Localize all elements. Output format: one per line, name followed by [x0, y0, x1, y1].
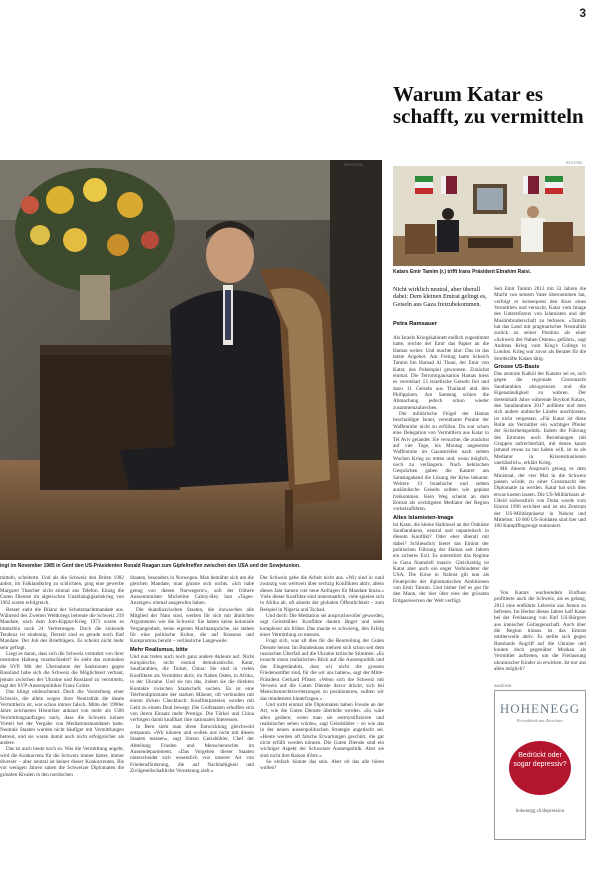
paragraph: Das klingt einleuchtend. Doch die Vorstellung einer Schweiz, die allein wegen ihrer Neutralität die ideale Vermittlerin ist, war schon immer falsch. Mitte der 1990er Jahre zeichneten Historiker anhand von mehr als 1500 Vermittlungsanfragen nach, dass die Schweiz keinen Vorteil bei der Vergabe von Mediationsmandaten hatte. Neutrale Staaten wurden nicht häufiger mit Vermittlungen betreut, und sie waren damit auch nicht erfolgreicher als andere. [0, 689, 124, 746]
subheading: Altes Islamisten-Image [393, 514, 454, 521]
main-photo-caption: ingt im November 1985 in Genf den US-Präsidenten Ronald Reagan zum Gipfeltreffen zwischen den USA und der Sowjetunion. [0, 563, 301, 569]
paragraph: Und nun treten auch noch ganz andere Akteure auf. Nicht europäische, nicht einmal demokratische. Katar, Saudiarabien, die Türkei, China: Sie sind in vielen Konflikten als Vermittler aktiv, im Nahen Osten, in Afrika, in der Ukraine. Und sie tun das, indem sie die direkten Kontakte zwischen Staatschefs suchen. Es ist eine Telefondiplomatie der starken Männer, oft verbunden mit einem dicken Checkbuch: Konfliktparteien werden mit Geld zu einem Deal bewegt. Die Golfstaaten erhoffen sich von ihrem Einsatz mehr Prestige. Die Türkei und China verfolgen damit knallhart ihre nationalen Interessen. [130, 653, 254, 724]
side-photo-credit: REUTERS [566, 161, 583, 165]
paragraph: Das zentrale Kalkül der Katarer sei es, sich gegen die regionale Grossmacht Saudiarabien abzugrenzen und die Eigenständigkeit zu wahren. Der dreieinhalb Jahre währende Boykott Katars, den Saudiarabien 2017 anführte und dem sich andere arabische Länder anschlossen, ist nicht vergessen. «Für Katar ist diese Rolle als Vermittler ein wichtiger Pfeiler der Sicherheitspolitik. Indem die Führung des Emirates auch Beziehungen mit Gruppen aufrechterhält, mit denen kaum jemand etwas zu tun haben will, ist es als Mediator in Krisensituationen unerlässlich», erklärt Krieg. [494, 371, 586, 466]
ad-label: ANZEIGE [494, 683, 512, 688]
article-lead: Nicht wirklich neutral, aber überall dabei: Dem kleinen Emirat gelingt es, Geiseln aus Gaza freizubekommen. [393, 286, 487, 308]
advertisement[interactable] [494, 690, 586, 840]
paragraph: In Bern sieht man diese Entwicklung gleichwohl entspannt. «Wir können und wollen uns nicht mit diesen Staaten messen», sagt Simon Geissbühler, Chef der Abteilung Frieden und Menschenrechte im Aussendepartement. «Das Vorgehen dieser Staaten unterscheidet sich wesentlich von unserer Art von Friedensförderung, die auf Nachhaltigkeit und Zivilgesellschaftliche Vernetzung zielt.» [130, 723, 254, 774]
paragraph: Besser sieht die Bilanz der Schutzmachtmandate aus. Während des Zweiten Weltkriegs betreute die Schweiz 219 Mandate, nach dem Jom-Kippur-Krieg 1973 waren es immerhin noch 24 Vertretungen. Doch die sinkende Tendenz ist eindeutig. Derzeit sind es gerade noch fünf Mandate. Der Job des Briefträgers. Es scheint nicht mehr sehr gefragt. [0, 606, 124, 651]
paragraph: Fragt sich, was all dies für die Beurteilung der Guten Dienste heisst. Im Bundeshaus mehren sich schon seit dem russischen Überfall auf die Ukraine kritische Stimmen. «Es braucht einen realistischen Blick auf die Aussenpolitik und das Eingeständnis, dass wir nicht die grossen Friedensstifter sind, für die wir uns halten», sagt der Mitte-Präsident Gerhard Pfister. «Wenn sich die Schweiz mit Verweis auf die Guten Dienste davor drückt, sich bei Menschenrechtsverletzungen zu positionieren, sollten wir das mindestens hinterfragen.» [260, 638, 384, 702]
article-author: Petra Ramsauer [393, 321, 438, 327]
katar-column-2 [494, 286, 586, 588]
katar-column-2-continued [494, 590, 586, 680]
paragraph: Von Katars wachsendem Einfluss profitierte auch die Schweiz, als es gelang, 2013 eine entführte Lehrerin aus Jemen zu befreien. Im Herbst dieses Jahres half Katar bei der Freilassung von fünf US-Bürgern aus iranischer Gefangenschaft. Auch über die Region hinaus ist das Emirat mittlerweile aktiv. Es stellte sich gegen Russlands Angriff auf die Ukraine und konnte doch gegenüber Moskau als Vermittler auftreten, um die Freilassung ukrainischer Kinder zu erwirken. Ist nur aus allen möglich? [494, 590, 586, 673]
swiss-column-3 [260, 575, 384, 872]
katar-column-1 [393, 335, 489, 872]
paragraph: Mit diesem Anspruch gelang es dem Ministaat, der vier Mal in die Schweiz passen würde, zu einer Grossmacht der Diplomatie zu werden. Katar hat sich dies etwas kosten lassen. Die US-Militärbasis al-Udeid südwestlich von Doha wurde vom Emirat 1996 errichtet und ist ein Zentrum der US-Militärpräsenz in Nahost und Mittelost. 10 000 US-Soldaten sind hier und 100 Kampfflugzeuge stationiert. [494, 466, 586, 530]
paragraph: Der militärische Flügel der Hamas beschuldigte Israel, vereinbarte Punkte der Waffenruhe nicht zu erfüllen. Da war schon eine Delegation von Vermittlern aus Katar in Tel Aviv gelandet. Sie versuchte, die zunächst auf vier Tage, bis Montag angesetzte Waffenruhe im Gazastreifen nach sieben Wochen Krieg zu retten und, wenn möglich, noch zu verlängern. Nach hektischen Gesprächen gaben die Katarer am Samstagabend die Lösung der Krise bekannt. Weitere 13 Israelische und sieben ausländische Geiseln sollten wie geplant freikommen. Kein Weg scheint an dem Emirat als wichtigsten Mediator der Region vorbeizuführen. [393, 411, 489, 513]
ad-tagline: Privatklinik am Zürichsee [516, 718, 564, 723]
main-photo-credit: KEYSTONE [344, 163, 363, 167]
paragraph: Die skandinavischen Staaten, die inzwischen alle Mitglied der Nato sind, werben für sich mit ähnlichen Argumenten wie die Schweiz: Sie haben keine koloniale Vergangenheit, keine eigenen Machtansprüche, sie stehen für eine politische Kultur, die auf Konsens und Kompromiss beruht – verlässliche Langeweile. [130, 606, 254, 645]
main-photo-image [0, 160, 382, 560]
subheading: Mehr Realismus, bitte [130, 646, 188, 653]
article-headline: Warum Katar es schafft, zu vermitteln [393, 82, 584, 128]
paragraph: So einfach könnte das sein. Aber ob das alle hören wollen? [260, 758, 384, 772]
paragraph: Staaten, besonders in Norwegen. Man bemühte sich um die gleichen Mandate, man gönnte sich nichts. «Ich habe genug von diesen Norwegern!», soll der frühere Aussenminister Micheline Calmy-Rey laut «Tages-Anzeiger» einmal ausgerufen haben. [130, 575, 254, 607]
paragraph: Ist Katar, die kleine Halbinsel an der Ostküste Saudiarabiens, neutral und unparteiisch in diesem Konflikt? Oder eher überall mit dabei? Schliesslich bietet das Emirat der politischen Führung der Hamas seit Jahren ein sicheres Exil. Es unterstützt das Regime in Gaza finanziell massiv. Gleichzeitig ist Katar aber auch ein enger Verbündeter der USA. Die Krise in Nahost gilt nun als Feuerprobe der diplomatischen Ambitionen von Emir Tamim. Und bisher lief es gut für den Mann, der hier über eine der grössten Erdgasreserven der Welt verfügt. [393, 521, 489, 604]
side-photo [393, 166, 585, 266]
page-number: 3 [579, 6, 586, 20]
paragraph: mitteln, scheiterte. Und als die Schweiz den Briten 1982 anbot, im Falklandkrieg zu schlichten, ging eine gewerbe Margaret Thatcher nicht einmal ans Telefon. Einzig die Guten Dienste im algerischen Unabhängigkeitskrieg von 1962 waren erfolgreich. [0, 575, 124, 607]
ad-bubble: Bedrückt oder sogar depressiv? [509, 741, 571, 795]
paragraph: Und nicht einmal alle Diplomaten haben Freude an der Art, wie die Guten Dienste überhöht werden. «Es wäre allen gedient, wenn man sie entmystifizieren und realistischer sehen würde», sagt Geissbühler – so wie das in der neuen aussenpolitischen Strategie angedacht sei. «Heute werden oft falsche Erwartungen geschürt, die gar nicht erfüllt werden können. Die Guten Dienste sind ein wichtiger Aspekt der Schweizer Aussenpolitik. Aber sie sind nicht ihre Raison d'être.» [260, 701, 384, 759]
side-photo-caption: Katars Emir Tamim (r.) trifft Irans Präsident Ebrahim Raisi. [393, 269, 532, 275]
swiss-column-2 [130, 575, 254, 872]
paragraph: Das ist auch heute noch so. Was die Vermittlung angeht, wird die Konkurrenz für die Schweiz immer härter, immer diverser – aber neutral ist keiner dieser Konkurrenten. Bis vor wenigen Jahren sahen die Schweizer Diplomaten die grössten Rivalen in den nordischen [0, 746, 124, 778]
side-photo-image [393, 166, 585, 266]
paragraph: Der Schweiz gehe die Arbeit nicht aus. «Wir sind in rund zwanzig von weltweit über sechzig Konflikten aktiv, allein dieses Jahr kamen vier neue Anfragen für Mandate hinzu.» Viele dieser Konflikte sind innerstaatlich, viele spielen sich in Afrika ab, oft abseits der globalen Öffentlichkeit – zum Beispiel in Nigeria und Tschad. [260, 575, 384, 613]
swiss-column-1 [0, 575, 124, 872]
ad-url[interactable]: hohenegg.ch/depression [515, 809, 565, 814]
paragraph: Und doch: Die Mediation sei anspruchsvoller geworden, sagt Geissbühler. Konflikte dauern länger und seien komplexer als früher. Das mache es schwierig, den Erfolg einer Vermittlung zu messen. [260, 613, 384, 639]
subheading: Grosse US-Basis [494, 364, 540, 371]
ad-brand: HOHENEGG [499, 701, 581, 716]
paragraph: Als Israels Kriegskabinett endlich zugestimmt hatte, reichte der Emir das Papier an die Hamas weiter. Und machte klar: Das ist das letzte Angebot. Am Freitag hatte Scheich Tamim bin Hamad Al Thani, der Emir von Katar, das Pokerspiel gewonnen. Zunächst einmal. Die Terrororganisation Hamas hiess es vereinbart 13 israelische Geiseln frei und dazu 11 Geiseln aus Thailand und den Philippinen. Am Samstag schien die Abmachung jedoch schon wieder zusammenzubrechen. [393, 335, 489, 411]
main-photo [0, 160, 382, 560]
paragraph: Seit Emir Tamim 2013 mit 33 Jahren die Macht von seinem Vater übernommen hat, verfolgt er konsequent den Kurs eines Vermittlers und versucht, Katar vom Image des Unterstützers von Islamisten und der Muslimbruderschaft zu befreien. «Tamim hat das Land mit pragmatischer Neutralität zurück zu seiner Position als einer «Schweiz des Nahen Ostens» geführt», sagt Andreas Krieg vom King's College in London. Krieg war zuvor als Berater für die Streitkräfte Katars tätig. [494, 286, 586, 362]
paragraph: Liegt es daran, dass sich die Schweiz vermehrt von ihrer neutralen Haltung verabschiedet? So sieht das zumindest die SVP. Mit der Übernahme der Sanktionen gegen Russland habe sich die Schweiz die Möglichkeit verbaut, jemals zwischen der Ukraine und Russland zu vermitteln, sagt der SVP-Aussenpolitiker Franz Grüter. [0, 651, 124, 689]
